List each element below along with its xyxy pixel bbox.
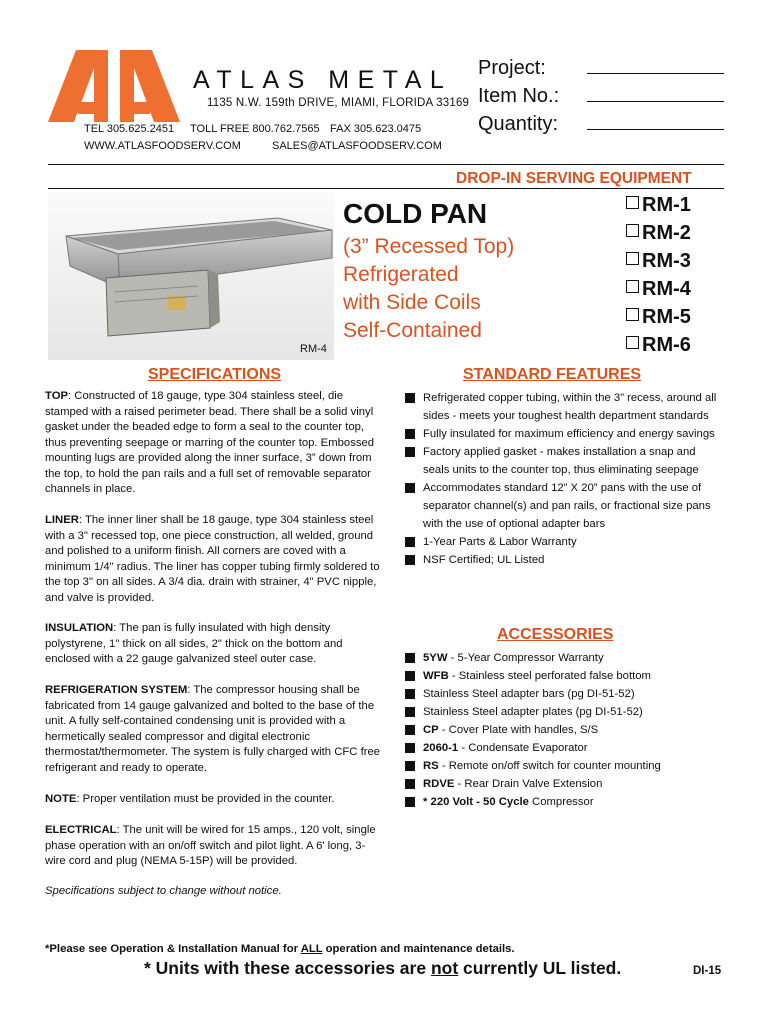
standard-features-heading: STANDARD FEATURES — [463, 366, 642, 383]
company-tollfree: TOLL FREE 800.762.7565 — [190, 123, 320, 135]
accessory-item: 2060-1 - Condensate Evaporator — [405, 739, 725, 757]
company-fax: FAX 305.623.0475 — [330, 123, 422, 135]
feature-item: Fully insulated for maximum efficiency and energy savings — [405, 425, 725, 443]
model-checkbox[interactable]: RM-1 — [626, 194, 691, 217]
model-checkbox[interactable]: RM-4 — [626, 278, 691, 301]
accessory-item: RS - Remote on/off switch for counter mounting — [405, 757, 725, 775]
feature-item: Refrigerated copper tubing, within the 3” recess, around all sides - meets your toughest health department standards — [405, 389, 725, 425]
ul-note: * Units with these accessories are not currently UL listed. — [144, 958, 622, 978]
feature-item: Accommodates standard 12” X 20” pans with the use of separator channel(s) and pan rails, or fractional size pans with the use of optional adapter bars — [405, 479, 725, 533]
company-name: ATLAS METAL — [193, 66, 453, 94]
category-heading: DROP-IN SERVING EQUIPMENT — [456, 170, 692, 187]
company-web: WWW.ATLASFOODSERV.COM — [84, 140, 241, 152]
quantity-field[interactable]: Quantity: — [478, 113, 724, 136]
specifications-heading: SPECIFICATIONS — [148, 366, 282, 383]
model-checkbox[interactable]: RM-2 — [626, 222, 691, 245]
spec-paragraph: INSULATION: The pan is fully insulated with high density polystyrene, 1" thick on all sides, 2" thick on the bottom and enclosed with a 22 gauge galvanized steel outer case. — [45, 622, 343, 665]
atlas-logo — [48, 46, 180, 122]
divider — [48, 188, 724, 189]
accessory-item: WFB - Stainless steel perforated false bottom — [405, 667, 725, 685]
spec-paragraph: ELECTRICAL: The unit will be wired for 15 amps., 120 volt, single phase operation with an on/off switch and pilot light. A 6' long, 3-wire cord and plug (NEMA 5-15P) will be provided. — [45, 824, 376, 867]
product-subtitle: (3” Recessed Top) — [343, 235, 515, 258]
model-checkbox[interactable]: RM-3 — [626, 250, 691, 273]
accessory-item: 5YW - 5-Year Compressor Warranty — [405, 649, 725, 667]
accessory-item: * 220 Volt - 50 Cycle Compressor — [405, 793, 725, 811]
accessory-item: RDVE - Rear Drain Valve Extension — [405, 775, 725, 793]
product-title: COLD PAN — [343, 198, 488, 229]
cold-pan-photo — [48, 192, 334, 360]
accessory-item: Stainless Steel adapter bars (pg DI-51-52) — [405, 685, 725, 703]
spec-paragraph: TOP: Constructed of 18 gauge, type 304 stainless steel, die stamped with a raised perimeter bead. There shall be a solid vinyl gasket under the beaded edge to form a seal to the counter top, thus preventing seepage or marring of the counter top. Embossed mounting lugs are provided along the inner surface, 3” down from the top, to hold the pan rails and a full set of removable separator channels in place. — [45, 390, 375, 495]
spec-paragraph: LINER: The inner liner shall be 18 gauge, type 304 stainless steel with a 3" recessed top, one piece construction, all welded, ground and polished to a uniform finish. All corners are coved with a minimum 1/4" radius. The liner has copper tubing firmly soldered to the top 3" on all sides. A 3/4 dia. drain with strainer, 4" PVC nipple, and valve is provided. — [45, 514, 380, 604]
manual-note: *Please see Operation & Installation Manual for ALL operation and maintenance details. — [45, 943, 515, 955]
item-no-field[interactable]: Item No.: — [478, 85, 724, 108]
spec-paragraph: REFRIGERATION SYSTEM: The compressor housing shall be fabricated from 14 gauge galvanized and bolted to the base of the unit. A fully self-contained condensing unit is provided with a hermetically sealed compressor and digital electronic thermostat/thermometer. The system is fully charged with CFC free refrigerant and ready to operate. — [45, 684, 381, 774]
accessories-heading: ACCESSORIES — [497, 626, 614, 643]
model-checkbox[interactable]: RM-6 — [626, 334, 691, 357]
product-subtitle: Self-Contained — [343, 319, 482, 342]
model-checkbox[interactable]: RM-5 — [626, 306, 691, 329]
project-field[interactable]: Project: — [478, 57, 724, 80]
accessory-item: CP - Cover Plate with handles, S/S — [405, 721, 725, 739]
company-address: 1135 N.W. 159th DRIVE, MIAMI, FLORIDA 33169 — [207, 97, 470, 109]
page-code: DI-15 — [693, 965, 722, 977]
company-tel: TEL 305.625.2451 — [84, 123, 175, 135]
feature-item: 1-Year Parts & Labor Warranty — [405, 533, 725, 551]
accessory-item: Stainless Steel adapter plates (pg DI-51-52) — [405, 703, 725, 721]
company-email: SALES@ATLASFOODSERV.COM — [272, 140, 442, 152]
features-list — [405, 389, 725, 569]
accessories-list — [405, 649, 725, 811]
divider — [48, 164, 724, 165]
feature-item: NSF Certified; UL Listed — [405, 551, 725, 569]
photo-caption: RM-4 — [300, 343, 327, 355]
feature-item: Factory applied gasket - makes installation a snap and seals units to the counter top, thus eliminating seepage — [405, 443, 725, 479]
product-subtitle: Refrigerated — [343, 263, 459, 286]
spec-disclaimer: Specifications subject to change without notice. — [45, 885, 282, 897]
spec-paragraph: NOTE: Proper ventilation must be provided in the counter. — [45, 793, 335, 805]
product-subtitle: with Side Coils — [343, 291, 481, 314]
